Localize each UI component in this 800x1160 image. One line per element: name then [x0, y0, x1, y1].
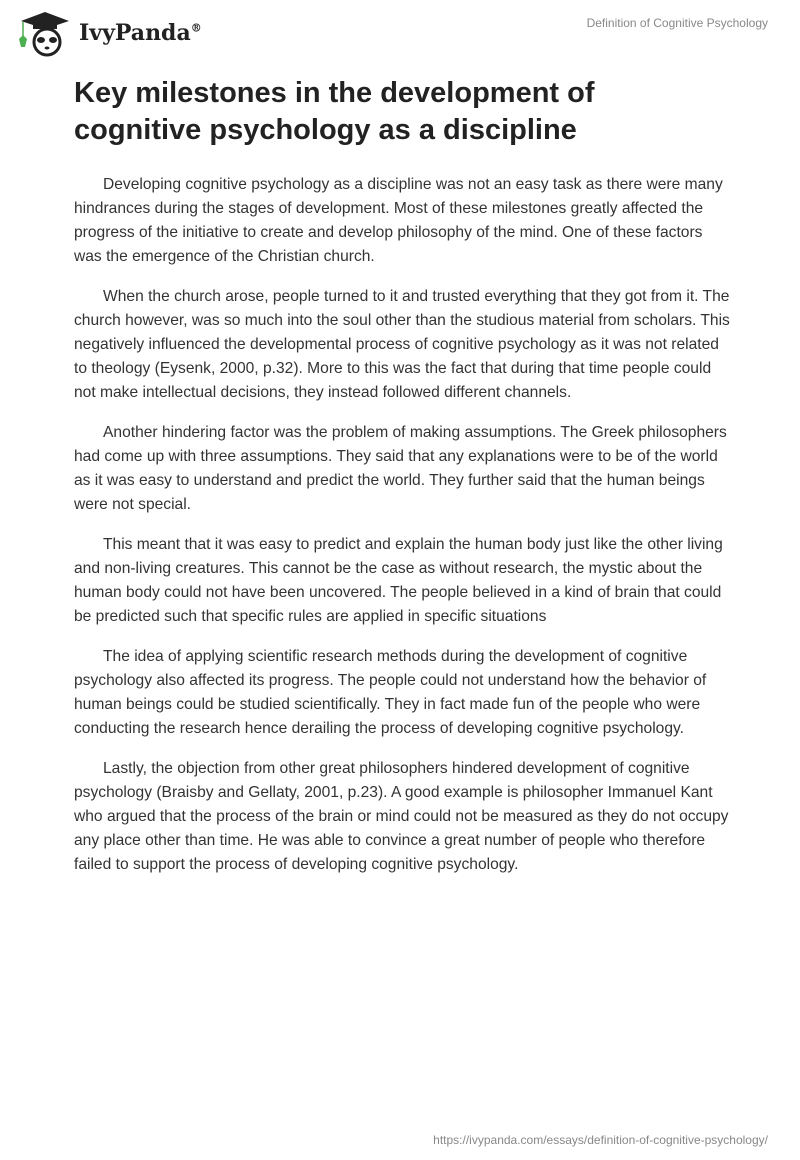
running-title: Definition of Cognitive Psychology — [586, 16, 768, 30]
paragraph: Lastly, the objection from other great philosophers hindered development of cognitive psychology (Braisby and Gellaty, 2001, p.23). A good example is philosopher Immanuel Kant who argued that the process of the brain or mind could not be measured as they do not occupy any place other than time. He was able to convince a great number of people who therefore failed to support the process of developing cognitive psychology. — [74, 760, 729, 873]
logo-text: IvyPanda — [79, 20, 191, 46]
panda-graduate-icon — [17, 9, 73, 57]
paragraph: Developing cognitive psychology as a discipline was not an easy task as there were many hindrances during the stages of development. Most of these milestones greatly affected the progress of the initiative to create and develop philosophy of the mind. One of these factors was the emergence of the Christian church. — [74, 176, 723, 265]
paragraph: When the church arose, people turned to it and trusted everything that they got from it. The church however, was so much into the soul other than the studious material from scholars. This negatively influenced the developmental process of cognitive psychology as it was not related to theology (Eysenk, 2000, p.32). More to this was the fact that during that time people could not make intellectual decisions, they instead followed different channels. — [74, 288, 730, 401]
article-body — [74, 173, 734, 893]
paragraph: The idea of applying scientific research methods during the development of cognitive psychology also affected its progress. The people could not understand how the behavior of human beings could be studied scientifically. They in fact made fun of the people who were conducting the research hence derailing the process of developing cognitive psychology. — [74, 648, 707, 737]
source-url[interactable]: https://ivypanda.com/essays/definition-of-cognitive-psychology/ — [433, 1133, 768, 1147]
page-title: Key milestones in the development of cognitive psychology as a discipline — [74, 77, 595, 146]
paragraph: This meant that it was easy to predict and explain the human body just like the other living and non-living creatures. This cannot be the case as without research, the mystic about the human body could not have been uncovered. The people believed in a kind of brain that could be predicted such that specific rules are applied in specific situations — [74, 536, 723, 625]
ivypanda-logo[interactable] — [17, 9, 202, 57]
registered-mark: ® — [190, 21, 202, 35]
paragraph: Another hindering factor was the problem of making assumptions. The Greek philosophers had come up with three assumptions. They said that any explanations were to be of the world as it was easy to understand and predict the world. They further said that the human beings were not special. — [74, 424, 727, 513]
